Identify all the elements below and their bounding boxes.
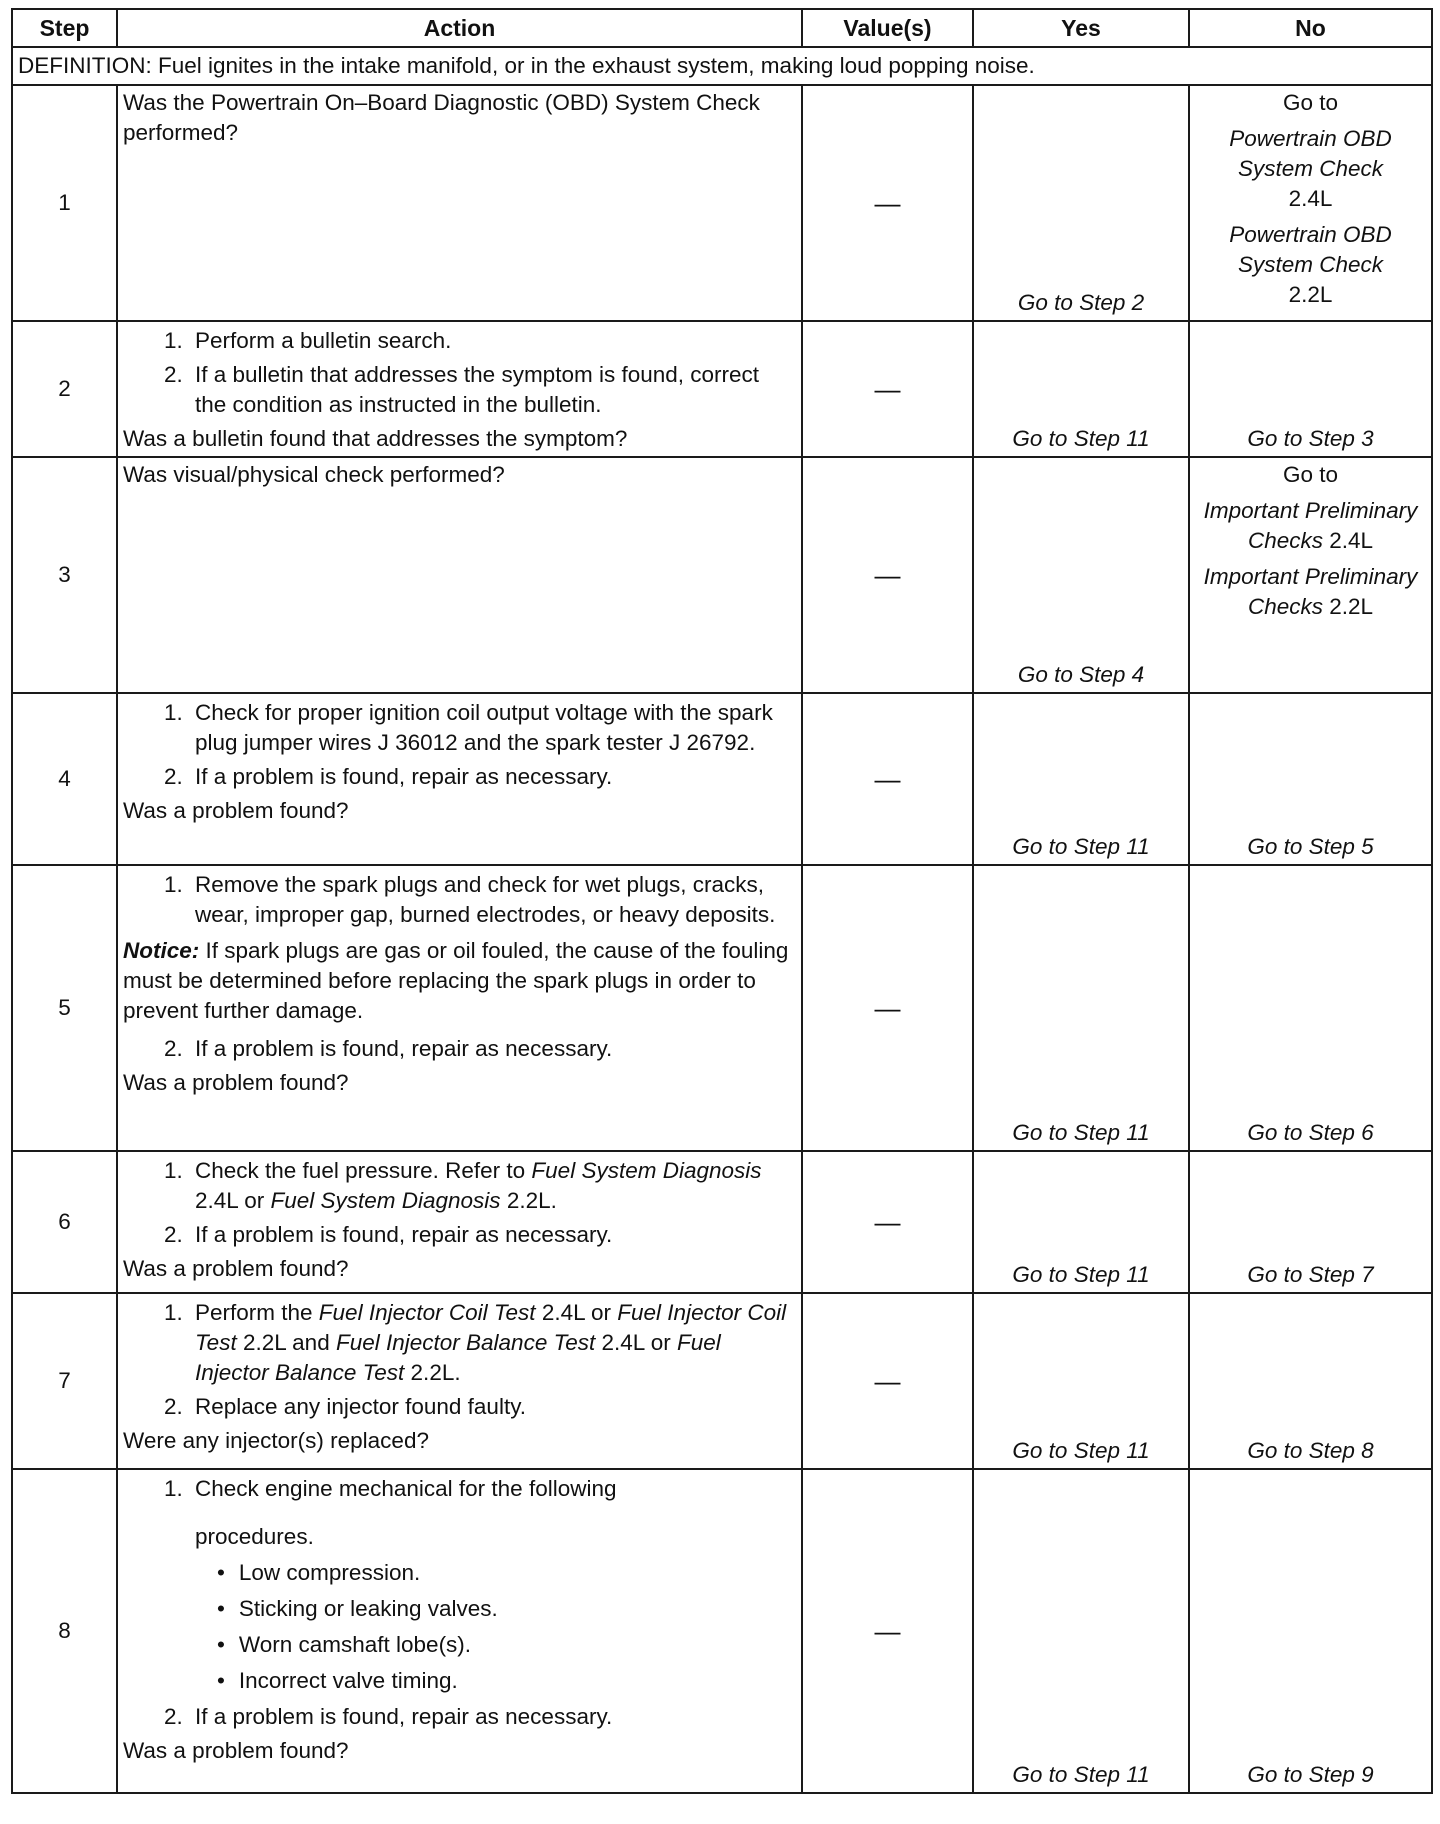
action-steps [123, 1298, 796, 1422]
value-cell: — [802, 321, 973, 457]
action-cell [117, 1151, 802, 1293]
header-step: Step [12, 9, 117, 47]
action-question: Was a problem found? [123, 1070, 349, 1095]
action-cell [117, 321, 802, 457]
action-cell [117, 865, 802, 1151]
action-cell [117, 1469, 802, 1793]
yes-cell[interactable]: Go to Step 11 [973, 321, 1189, 457]
diagnostic-table-sheet [11, 8, 1431, 1794]
value-cell: — [802, 1151, 973, 1293]
ref-link[interactable]: Fuel Injector Balance Test [195, 1330, 721, 1385]
table-row-step-4 [12, 693, 1432, 865]
action-question: Was a problem found? [123, 1738, 349, 1763]
text-run: Check engine mechanical for the following [195, 1476, 617, 1501]
step-number: 6 [12, 1151, 117, 1293]
header-yes: Yes [973, 9, 1189, 47]
no-ref-link[interactable] [1195, 124, 1426, 214]
table-row-step-3 [12, 457, 1432, 693]
action-step-item [189, 1298, 796, 1388]
action-step-item: 1. Remove the spark plugs and check for wet plugs, cracks, wear, improper gap, burned electrodes, or heavy deposits. [189, 870, 796, 930]
step-number: 8 [12, 1469, 117, 1793]
definition-text: DEFINITION: Fuel ignites in the intake manifold, or in the exhaust system, making loud popping noise. [12, 47, 1432, 85]
action-step-item: 2. If a problem is found, repair as necessary. [189, 1034, 796, 1064]
action-steps [123, 326, 796, 420]
ref-link[interactable]: Fuel System Diagnosis [531, 1158, 762, 1183]
no-cell[interactable]: Go to Step 9 [1189, 1469, 1432, 1793]
step-number: 4 [12, 693, 117, 865]
action-cell [117, 85, 802, 321]
no-cell[interactable]: Go to Step 8 [1189, 1293, 1432, 1469]
ref-title: Important Preliminary Checks [1203, 498, 1418, 553]
yes-cell[interactable]: Go to Step 11 [973, 693, 1189, 865]
action-steps [123, 698, 796, 792]
ref-link[interactable]: Fuel Injector Balance Test [335, 1330, 596, 1355]
no-cell[interactable]: Go to Step 6 [1189, 865, 1432, 1151]
ref-title: Important Preliminary Checks [1203, 564, 1418, 619]
action-step-item [189, 1156, 796, 1216]
yes-cell[interactable]: Go to Step 11 [973, 1293, 1189, 1469]
no-cell [1189, 85, 1432, 321]
no-cell[interactable]: Go to Step 5 [1189, 693, 1432, 865]
action-cell [117, 693, 802, 865]
ref-variant: 2.2L [1329, 594, 1374, 619]
table-row-step-8 [12, 1469, 1432, 1793]
text-run: 2.4L or [535, 1300, 618, 1325]
action-question: Was the Powertrain On–Board Diagnostic (OBD) System Check performed? [123, 90, 760, 145]
action-step-item: 2. If a problem is found, repair as necessary. [189, 762, 796, 792]
notice-body: If spark plugs are gas or oil fouled, the cause of the fouling must be determined before replacing the spark plugs in order to prevent further damage. [123, 938, 789, 1023]
definition-row [12, 47, 1432, 85]
bullet-item: • Low compression. [211, 1558, 796, 1588]
bullet-item: • Incorrect valve timing. [211, 1666, 796, 1696]
yes-cell[interactable]: Go to Step 11 [973, 865, 1189, 1151]
yes-cell: Go to Step 2 [973, 85, 1189, 321]
ref-title: Powertrain OBD System Check [1229, 126, 1392, 181]
notice-label: Notice: [123, 938, 200, 963]
action-step-item: 1. Check for proper ignition coil output voltage with the spark plug jumper wires J 36012 and the spark tester J 26792. [189, 698, 796, 758]
notice-text [123, 936, 796, 1026]
header-no: No [1189, 9, 1432, 47]
value-cell: — [802, 1293, 973, 1469]
step-number: 5 [12, 865, 117, 1151]
ref-variant: 2.4L [1329, 528, 1374, 553]
bullet-item: • Worn camshaft lobe(s). [211, 1630, 796, 1660]
no-ref-link[interactable] [1195, 562, 1426, 622]
diagnostic-table [11, 8, 1433, 1794]
text-run: Check the fuel pressure. Refer to [195, 1158, 532, 1183]
header-row [12, 9, 1432, 47]
ref-variant: 2.4L [1288, 186, 1333, 211]
action-steps [123, 1034, 796, 1064]
value-cell: — [802, 865, 973, 1151]
step-number: 1 [12, 85, 117, 321]
text-run: Perform the [195, 1300, 319, 1325]
action-cell [117, 1293, 802, 1469]
text-run: 2.2L and [236, 1330, 336, 1355]
table-row-step-6 [12, 1151, 1432, 1293]
no-cell[interactable]: Go to Step 3 [1189, 321, 1432, 457]
action-steps [123, 870, 796, 930]
action-question: Was a problem found? [123, 1256, 349, 1281]
no-cell [1189, 457, 1432, 693]
ref-link[interactable]: Fuel Injector Coil Test [318, 1300, 536, 1325]
no-ref-link[interactable] [1195, 220, 1426, 310]
yes-cell[interactable]: Go to Step 4 [973, 457, 1189, 693]
action-question: Was a problem found? [123, 798, 349, 823]
value-cell: — [802, 693, 973, 865]
text-run: 2.4L or [595, 1330, 677, 1355]
text-run: procedures. [195, 1524, 314, 1549]
action-steps [123, 1156, 796, 1250]
no-ref-link[interactable] [1195, 496, 1426, 556]
action-steps [123, 1474, 796, 1732]
step-number: 2 [12, 321, 117, 457]
step-number: 7 [12, 1293, 117, 1469]
action-step-item: 1. Perform a bulletin search. [189, 326, 796, 356]
table-row-step-2 [12, 321, 1432, 457]
ref-link[interactable]: Fuel Injector Coil Test [195, 1300, 787, 1355]
action-step-item [189, 1474, 796, 1696]
value-cell: — [802, 85, 973, 321]
table-row-step-5 [12, 865, 1432, 1151]
table-row-step-7 [12, 1293, 1432, 1469]
bullet-list [195, 1558, 796, 1696]
action-step-item: 2. If a problem is found, repair as necessary. [189, 1220, 796, 1250]
text-run: 2.2L. [404, 1360, 461, 1385]
bullet-item: • Sticking or leaking valves. [211, 1594, 796, 1624]
no-cell[interactable]: Go to Step 7 [1189, 1151, 1432, 1293]
action-question: Was visual/physical check performed? [123, 462, 505, 487]
step-number: 3 [12, 457, 117, 693]
action-step-item: 2. If a problem is found, repair as necessary. [189, 1702, 796, 1732]
yes-cell[interactable]: Go to Step 11 [973, 1151, 1189, 1293]
ref-variant: 2.2L [1288, 282, 1333, 307]
no-goto-label: Go to [1282, 462, 1339, 487]
action-step-item: 2. Replace any injector found faulty. [189, 1392, 796, 1422]
action-step-item: 2. If a bulletin that addresses the symptom is found, correct the condition as instructed in the bulletin. [189, 360, 796, 420]
action-question: Were any injector(s) replaced? [123, 1428, 429, 1453]
table-row-step-1 [12, 85, 1432, 321]
value-cell: — [802, 1469, 973, 1793]
no-goto-label: Go to [1282, 90, 1339, 115]
value-cell: — [802, 457, 973, 693]
header-action: Action [117, 9, 802, 47]
text-run: 2.2L. [500, 1188, 557, 1213]
action-question: Was a bulletin found that addresses the symptom? [123, 426, 628, 451]
ref-title: Powertrain OBD System Check [1229, 222, 1392, 277]
text-run: 2.4L or [195, 1188, 271, 1213]
ref-link[interactable]: Fuel System Diagnosis [270, 1188, 501, 1213]
yes-cell[interactable]: Go to Step 11 [973, 1469, 1189, 1793]
header-values: Value(s) [802, 9, 973, 47]
action-cell [117, 457, 802, 693]
